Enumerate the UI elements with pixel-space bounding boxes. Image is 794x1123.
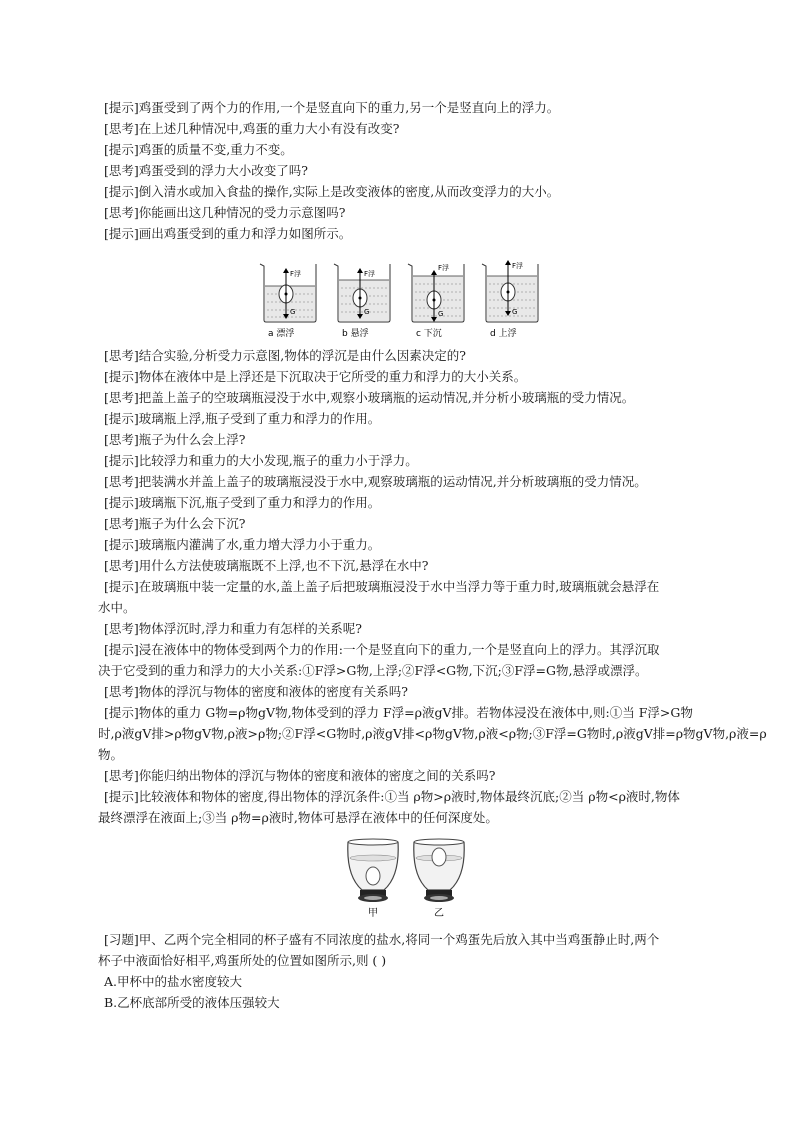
- text-line: A.甲杯中的盐水密度较大: [104, 974, 243, 989]
- text-line: 水中。: [98, 600, 136, 615]
- text-line: 物。: [98, 747, 124, 762]
- beaker-caption: b 悬浮: [342, 329, 369, 339]
- glass-label: 乙: [434, 908, 444, 919]
- text-line: [思考]鸡蛋受到的浮力大小改变了吗?: [104, 163, 308, 178]
- text-line: [提示]物体在液体中是上浮还是下沉取决于它所受的重力和浮力的大小关系。: [104, 369, 527, 384]
- buoyancy-label: F浮: [364, 270, 376, 278]
- text-line: [提示]玻璃瓶上浮,瓶子受到了重力和浮力的作用。: [104, 411, 381, 426]
- text-line: [思考]物体浮沉时,浮力和重力有怎样的关系呢?: [104, 621, 362, 636]
- text-line: 最终漂浮在液面上;③当 ρ物=ρ液时,物体可悬浮在液体中的任何深度处。: [98, 810, 498, 825]
- gravity-label: G: [438, 310, 444, 318]
- text-line: 杯子中液面恰好相平,鸡蛋所处的位置如图所示,则 ( ): [98, 953, 387, 968]
- gravity-label: G: [512, 308, 518, 316]
- buoyancy-label: F浮: [290, 270, 302, 278]
- text-line: [提示]玻璃瓶内灌满了水,重力增大浮力小于重力。: [104, 537, 381, 552]
- beaker-caption: c 下沉: [416, 329, 442, 339]
- gravity-label: G: [290, 308, 296, 316]
- beaker-caption: d 上浮: [490, 329, 517, 339]
- force-diagram-figure: [256, 256, 546, 342]
- text-line: [提示]倒入清水或加入食盐的操作,实际上是改变液体的密度,从而改变浮力的大小。: [104, 184, 560, 199]
- text-line: [提示]比较浮力和重力的大小发现,瓶子的重力小于浮力。: [104, 453, 418, 468]
- beaker-c: [408, 263, 464, 339]
- text-line: [思考]结合实验,分析受力示意图,物体的浮沉是由什么因素决定的?: [104, 348, 466, 363]
- glass-yi: [414, 839, 464, 919]
- text-line: [提示]物体的重力 G物=ρ物gV物,物体受到的浮力 F浮=ρ液gV排。若物体浸没在液体中,则:①当 F浮>G物: [104, 705, 693, 720]
- text-line: [提示]玻璃瓶下沉,瓶子受到了重力和浮力的作用。: [104, 495, 381, 510]
- text-line: [思考]物体的浮沉与物体的密度和液体的密度有关系吗?: [104, 684, 408, 699]
- egg-in-glasses-figure: [342, 836, 472, 922]
- glass-jia: [348, 839, 398, 919]
- buoyancy-label: F浮: [438, 264, 450, 272]
- text-line: [思考]把装满水并盖上盖子的玻璃瓶浸没于水中,观察玻璃瓶的运动情况,并分析玻璃瓶的受力情况。: [104, 474, 647, 489]
- buoyancy-label: F浮: [512, 262, 524, 270]
- glass-label: 甲: [368, 908, 378, 919]
- text-line: 决于它受到的重力和浮力的大小关系:①F浮>G物,上浮;②F浮<G物,下沉;③F浮=G物,悬浮或漂浮。: [98, 663, 648, 678]
- beaker-b: [334, 264, 390, 339]
- text-line: [提示]画出鸡蛋受到的重力和浮力如图所示。: [104, 226, 352, 241]
- text-line: [提示]浸在液体中的物体受到两个力的作用:一个是竖直向下的重力,一个是竖直向上的浮力。其浮沉取: [104, 642, 660, 657]
- gravity-label: G: [364, 308, 370, 316]
- text-line: [提示]在玻璃瓶中装一定量的水,盖上盖子后把玻璃瓶浸没于水中当浮力等于重力时,玻璃瓶就会悬浮在: [104, 579, 660, 594]
- text-line: [思考]瓶子为什么会上浮?: [104, 432, 246, 447]
- text-line: [提示]鸡蛋受到了两个力的作用,一个是竖直向下的重力,另一个是竖直向上的浮力。: [104, 100, 560, 115]
- beaker-caption: a 漂浮: [268, 329, 295, 339]
- beaker-a: [260, 264, 316, 339]
- text-line: [思考]你能画出这几种情况的受力示意图吗?: [104, 205, 346, 220]
- text-line: [思考]你能归纳出物体的浮沉与物体的密度和液体的密度之间的关系吗?: [104, 768, 496, 783]
- text-line: [提示]比较液体和物体的密度,得出物体的浮沉条件:①当 ρ物>ρ液时,物体最终沉底;②当 ρ物<ρ液时,物体: [104, 789, 680, 804]
- text-line: [思考]用什么方法使玻璃瓶既不上浮,也不下沉,悬浮在水中?: [104, 558, 429, 573]
- text-line: B.乙杯底部所受的液体压强较大: [104, 995, 280, 1010]
- text-line: 时,ρ液gV排>ρ物gV物,ρ液>ρ物;②F浮<G物时,ρ液gV排<ρ物gV物,ρ液<ρ物;③F浮=G物时,ρ液gV排=ρ物gV物,ρ液=ρ: [98, 726, 767, 741]
- text-line: [思考]把盖上盖子的空玻璃瓶浸没于水中,观察小玻璃瓶的运动情况,并分析小玻璃瓶的受力情况。: [104, 390, 635, 405]
- text-line: [思考]瓶子为什么会下沉?: [104, 516, 246, 531]
- text-line: [思考]在上述几种情况中,鸡蛋的重力大小有没有改变?: [104, 121, 400, 136]
- text-line: [提示]鸡蛋的质量不变,重力不变。: [104, 142, 293, 157]
- text-line: [习题]甲、乙两个完全相同的杯子盛有不同浓度的盐水,将同一个鸡蛋先后放入其中当鸡蛋静止时,两个: [104, 932, 660, 947]
- beaker-d: [482, 260, 538, 339]
